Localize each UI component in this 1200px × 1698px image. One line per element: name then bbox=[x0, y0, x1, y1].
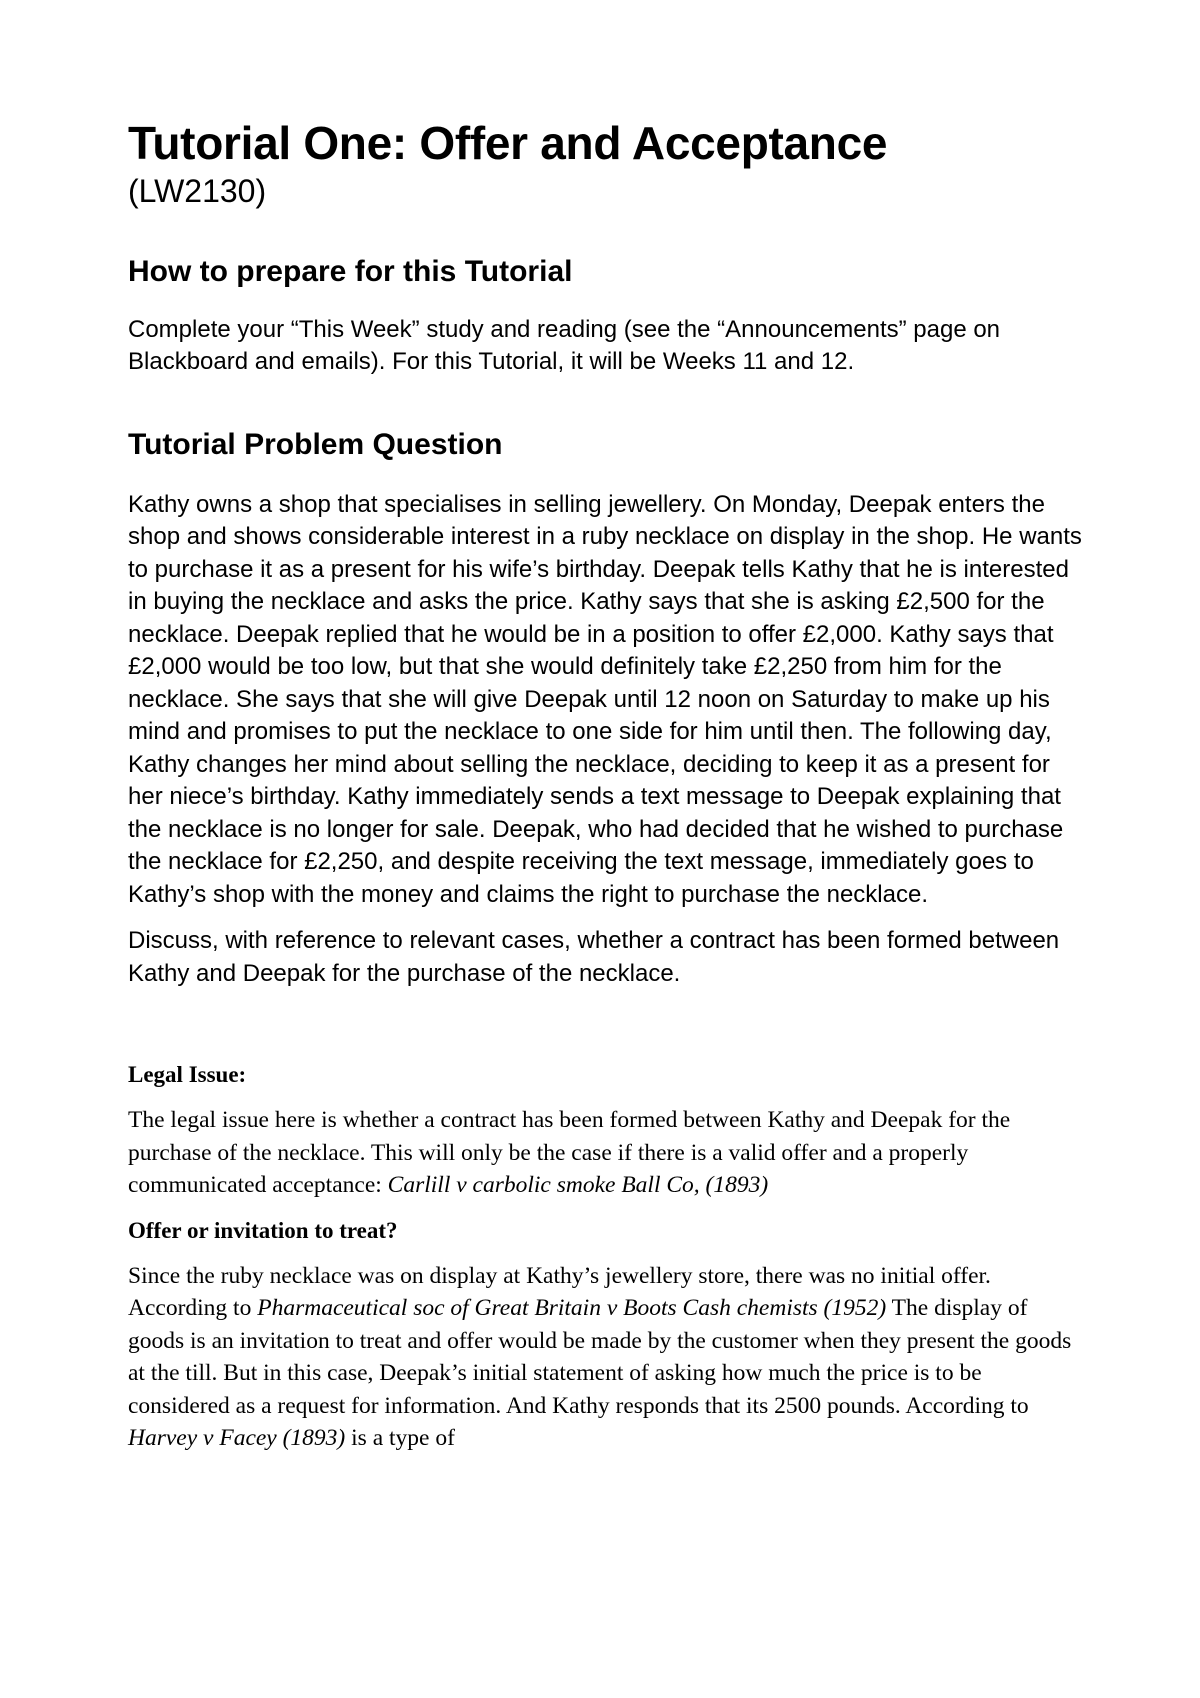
prepare-paragraph: Complete your “This Week” study and reading (see the “Announcements” page on Blackboard and emails). For this Tutorial, it will be Weeks 11 and 12. bbox=[128, 315, 1001, 376]
problem-scenario-paragraph: Kathy owns a shop that specialises in selling jewellery. On Monday, Deepak enters the shop and shows considerable interest in a ruby necklace on display in the shop. He wants to purchase it as a present for his wife’s birthday. Deepak tells Kathy that he is interested in buying the necklace and asks the price. Kathy says that she is asking £2,500 for the necklace. Deepak replied that he would be in a position to offer £2,000. Kathy says that £2,000 would be too low, but that she would definitely take £2,250 from him for the necklace. She says that she will give Deepak until 12 noon on Saturday to make up his mind and promises to put the necklace to one side for him until then. The following day, Kathy changes her mind about selling the necklace, deciding to keep it as a present for her niece’s birthday. Kathy immediately sends a text message to Deepak explaining that the necklace is no longer for sale. Deepak, who had decided that he wished to purchase the necklace for £2,250, and despite receiving the text message, immediately goes to Kathy’s shop with the money and claims the right to purchase the necklace. bbox=[128, 490, 1082, 908]
problem-heading: Tutorial Problem Question bbox=[128, 427, 503, 461]
case-citation-carlill: Carlill v carbolic smoke Ball Co, (1893) bbox=[387, 1172, 769, 1199]
offer-text-2: The display of goods is an invitation to treat and offer would be made by the customer when they present the goods at the till. But in this case, Deepak’s initial statement of asking how much the price is to be considered as a request for information. And Kathy responds that its 2500 pounds. According to bbox=[128, 1295, 1072, 1419]
document-page bbox=[128, 118, 1088, 1455]
case-citation-boots: Pharmaceutical soc of Great Britain v Boots Cash chemists (1952) bbox=[257, 1295, 887, 1322]
offer-heading: Offer or invitation to treat? bbox=[128, 1217, 398, 1243]
case-citation-harvey: Harvey v Facey (1893) bbox=[128, 1425, 346, 1452]
course-code: (LW2130) bbox=[128, 172, 267, 209]
offer-paragraph bbox=[128, 1260, 1088, 1455]
legal-issue-heading: Legal Issue: bbox=[128, 1062, 247, 1088]
legal-issue-paragraph bbox=[128, 1104, 1088, 1202]
document-title: Tutorial One: Offer and Acceptance bbox=[128, 117, 888, 169]
offer-text-1: Since the ruby necklace was on display at Kathy’s jewellery store, there was no initial offer. According to bbox=[128, 1262, 991, 1322]
problem-question-paragraph: Discuss, with reference to relevant cases, whether a contract has been formed between Kathy and Deepak for the purchase of the necklace. bbox=[128, 927, 1060, 987]
legal-issue-text: The legal issue here is whether a contract has been formed between Kathy and Deepak for the purchase of the necklace. This will only be the case if there is a valid offer and a properly communicated acceptance: bbox=[128, 1107, 1011, 1199]
prepare-heading: How to prepare for this Tutorial bbox=[128, 254, 573, 288]
offer-text-3: is a type of bbox=[345, 1425, 455, 1452]
